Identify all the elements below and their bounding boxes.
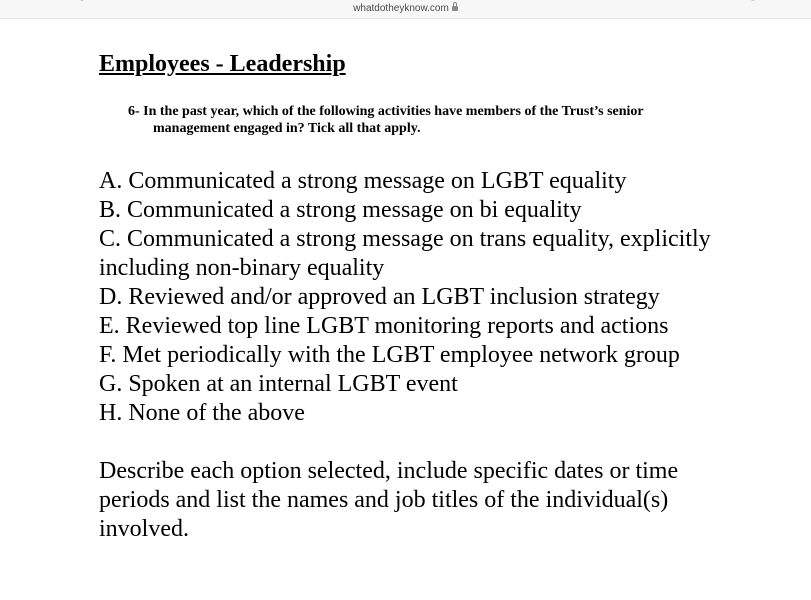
option-item: F. Met periodically with the LGBT employee network group [99, 342, 680, 368]
url-display[interactable] [0, 3, 811, 15]
option-list [99, 167, 739, 428]
option-item: B. Communicated a strong message on bi equality [99, 197, 582, 223]
option-item: A. Communicated a strong message on LGBT equality [99, 168, 627, 194]
tab-edge-marker [751, 0, 755, 1]
option-item: E. Reviewed top line LGBT monitoring reports and actions [99, 313, 669, 339]
address-bar[interactable] [0, 0, 811, 19]
section-title: Employees - Leadership [99, 51, 346, 77]
option-item: H. None of the above [99, 400, 305, 426]
question-text: 6- In the past year, which of the following activities have members of the Trust’s senior management engaged in? Tick all that apply. [128, 104, 644, 136]
option-item: G. Spoken at an internal LGBT event [99, 371, 458, 397]
option-item: C. Communicated a strong message on trans equality, explicitly including non-binary equality [99, 226, 711, 281]
tab-edge-marker [80, 0, 84, 1]
instructions-text: Describe each option selected, include specific dates or time periods and list the names and job titles of the individual(s) involved. [99, 458, 679, 542]
lock-icon [452, 6, 458, 11]
document-content [99, 50, 739, 544]
option-item: D. Reviewed and/or approved an LGBT inclusion strategy [99, 284, 660, 310]
url-text: whatdotheyknow.com [353, 3, 449, 14]
